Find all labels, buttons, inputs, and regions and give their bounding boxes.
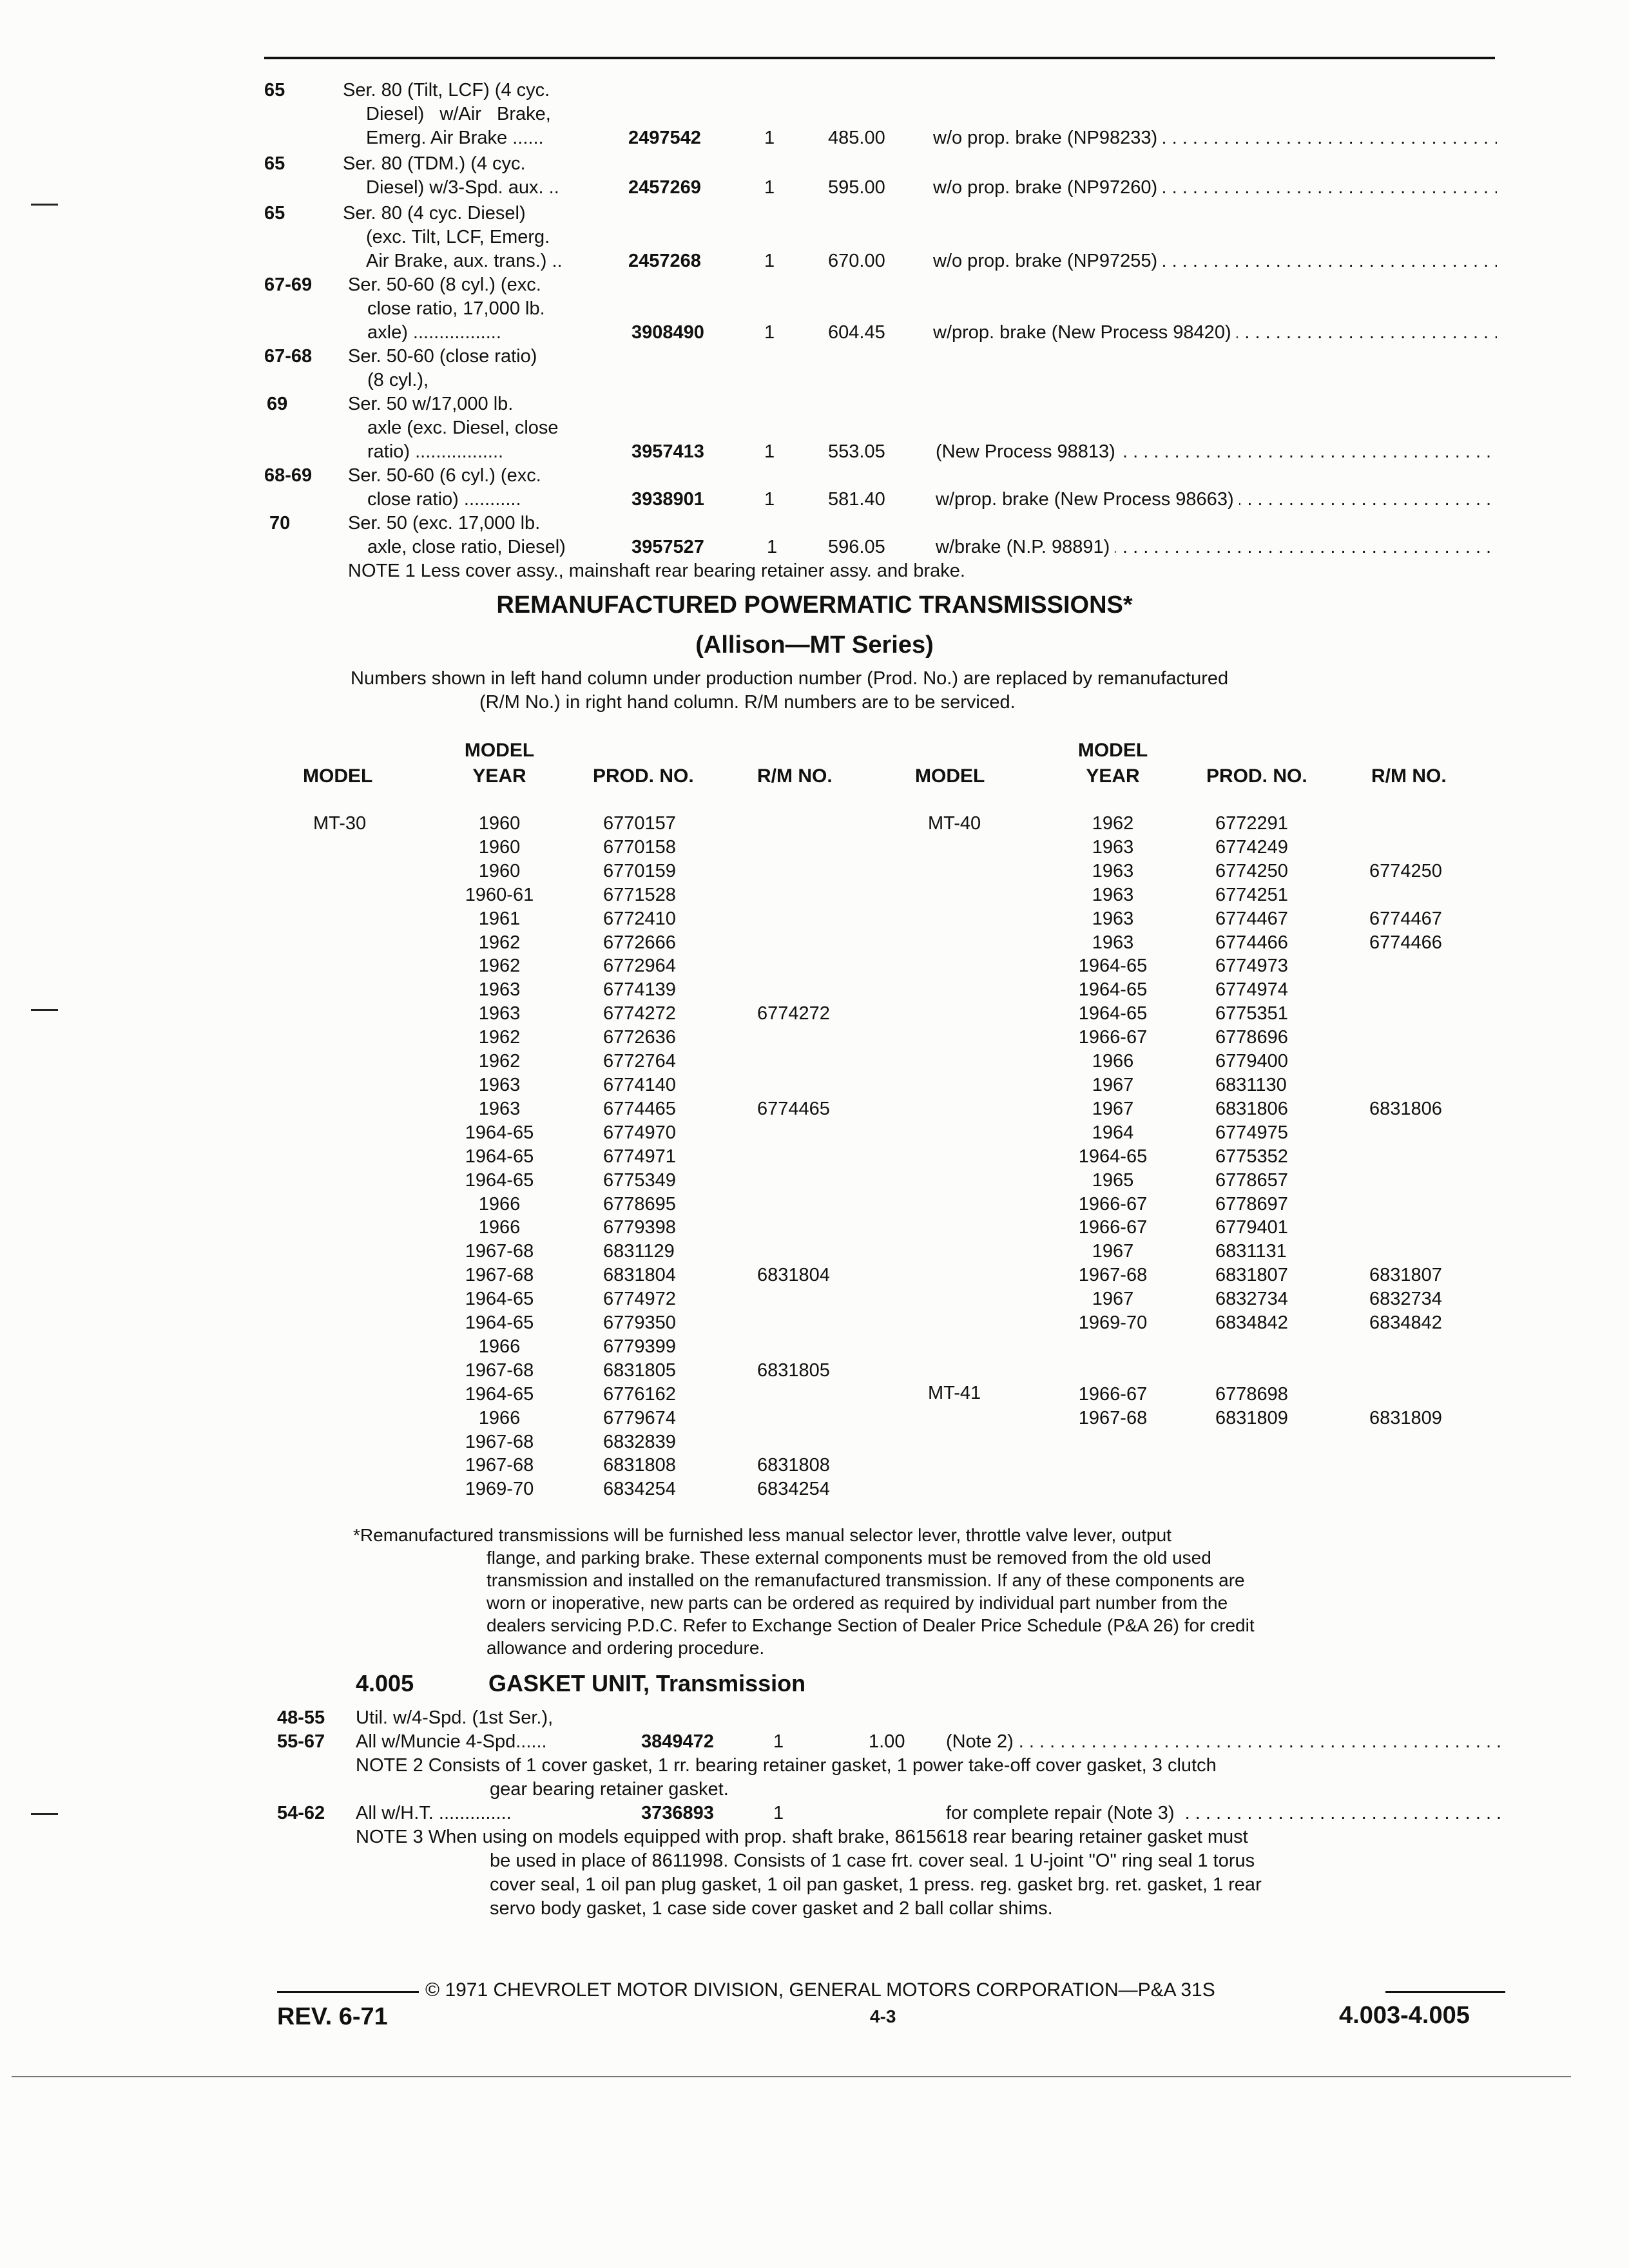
entry-line: (exc. Tilt, LCF, Emerg. — [366, 227, 550, 247]
table-cell: 6779401 — [1215, 1217, 1288, 1238]
table-cell: 6775351 — [1215, 1003, 1288, 1024]
header-rm-no: R/M NO. — [1371, 765, 1447, 787]
rm-column — [757, 812, 830, 1501]
price: 604.45 — [828, 322, 885, 343]
year-code: 55-67 — [277, 1731, 325, 1752]
table-cell: 6779399 — [603, 1336, 676, 1357]
entry-line: Emerg. Air Brake ...... — [366, 128, 544, 148]
part-number: 3957527 — [631, 537, 704, 557]
table-cell: 1960 — [478, 813, 521, 834]
table-cell: 6774250 — [1369, 860, 1442, 881]
table-cell: 6774272 — [603, 1003, 676, 1024]
table-cell: 1964 — [1092, 1122, 1134, 1143]
table-cell: 6774465 — [757, 1098, 830, 1119]
table-cell — [1369, 1193, 1442, 1216]
table-cell: 6774973 — [1215, 956, 1288, 977]
entry-line: close ratio, 17,000 lb. — [367, 298, 545, 319]
table-cell: 1967-68 — [1078, 1407, 1148, 1428]
table-cell: 6831809 — [1215, 1407, 1288, 1428]
table-cell — [1369, 1216, 1442, 1240]
table-cell: 1964-65 — [1078, 1146, 1148, 1167]
part-number: 3736893 — [641, 1803, 714, 1823]
table-cell — [1369, 978, 1442, 1002]
table-cell: 1962 — [478, 1051, 521, 1072]
entry-line: Ser. 50-60 (8 cyl.) (exc. — [348, 274, 541, 295]
table-cell — [1215, 1359, 1288, 1383]
table-cell: 6832734 — [1369, 1289, 1442, 1310]
table-cell — [757, 836, 830, 860]
table-cell: 6831808 — [757, 1455, 830, 1476]
table-model: MT-41 — [928, 1383, 981, 1403]
table-cell: 6831805 — [757, 1360, 830, 1381]
table-cell: 6831131 — [1215, 1241, 1287, 1262]
table-cell — [757, 860, 830, 883]
year-code: 65 — [264, 80, 285, 101]
table-cell: 1962 — [478, 956, 521, 977]
quantity: 1 — [764, 251, 775, 271]
table-cell: 1967-68 — [465, 1431, 534, 1452]
entry-line: (8 cyl.), — [367, 370, 429, 390]
table-cell: 1967-68 — [465, 1360, 534, 1381]
table-cell: 6774250 — [1215, 860, 1288, 881]
table-cell: 6778697 — [1215, 1193, 1288, 1215]
year-code: 68-69 — [264, 465, 313, 486]
table-cell: 1962 — [1092, 813, 1134, 834]
table-cell — [757, 1430, 830, 1454]
price: 596.05 — [828, 537, 885, 557]
table-cell: 1964-65 — [465, 1122, 534, 1143]
table-cell: 1966 — [478, 1336, 521, 1357]
table-cell: 6779398 — [603, 1217, 676, 1238]
table-cell: 6831130 — [1215, 1074, 1287, 1095]
quantity: 1 — [764, 322, 775, 343]
table-cell: 6779674 — [603, 1407, 676, 1428]
description: for complete repair (Note 3) . . . — [946, 1802, 1505, 1825]
table-cell: 1966 — [478, 1193, 521, 1215]
footer-rule-left — [277, 1991, 419, 1993]
table-cell — [757, 1193, 830, 1216]
footnote-line: worn or inoperative, new parts can be ordered as required by individual part number from the — [487, 1593, 1228, 1613]
table-cell: 6774466 — [1369, 932, 1442, 953]
table-cell — [757, 1311, 830, 1335]
table-cell — [757, 907, 830, 931]
entry-line: Ser. 50 w/17,000 lb. — [348, 394, 514, 414]
part-number: 2497542 — [628, 128, 701, 148]
intro-line: (R/M No.) in right hand column. R/M numbers are to be serviced. — [479, 692, 1016, 713]
year-code: 54-62 — [277, 1803, 325, 1823]
note-3-line: cover seal, 1 oil pan plug gasket, 1 oil pan gasket, 1 press. reg. gasket brg. ret. gasket, 1 rear — [490, 1874, 1262, 1895]
part-number: 2457268 — [628, 251, 701, 271]
footnote-first: *Remanufactured transmissions will be furnished less manual selector lever, throttle valve lever, output — [353, 1525, 1171, 1545]
entry-line: ratio) ................. — [367, 441, 504, 462]
table-cell: 1963 — [1092, 836, 1134, 858]
part-number: 3938901 — [631, 489, 704, 510]
top-rule — [264, 57, 1495, 59]
entry-line: Ser. 80 (4 cyc. Diesel) — [343, 203, 526, 224]
price: 670.00 — [828, 251, 885, 271]
table-cell: 6774974 — [1215, 979, 1288, 1001]
table-model: MT-30 — [313, 813, 367, 834]
table-cell — [1369, 1240, 1442, 1264]
table-cell — [1369, 1169, 1442, 1193]
table-cell: 6772291 — [1215, 813, 1288, 834]
entry-line: Ser. 50 (exc. 17,000 lb. — [348, 513, 541, 533]
table-cell: 6774272 — [757, 1003, 830, 1024]
table-cell: 6774251 — [1215, 884, 1288, 905]
year-code: 69 — [267, 394, 288, 414]
margin-tick — [31, 1009, 58, 1011]
bottom-rule — [12, 2076, 1571, 2077]
table-cell: 1963 — [478, 1098, 521, 1119]
table-cell — [1369, 1383, 1442, 1407]
section-title: REMANUFACTURED POWERMATIC TRANSMISSIONS* — [496, 591, 1133, 619]
description: w/prop. brake (New Process 98420) . . . — [933, 321, 1497, 344]
entry-line: Ser. 80 (TDM.) (4 cyc. — [343, 153, 526, 174]
table-cell — [757, 954, 830, 978]
intro-line: Numbers shown in left hand column under production number (Prod. No.) are replaced by remanufactured — [351, 668, 1229, 689]
table-cell: 6774249 — [1215, 836, 1288, 858]
table-cell: 1963 — [1092, 860, 1134, 881]
table-cell — [1369, 1359, 1442, 1383]
description: w/o prop. brake (NP98233) . . . — [933, 126, 1497, 149]
table-cell: 1963 — [1092, 932, 1134, 953]
entry-line: Diesel) w/3-Spd. aux. .. — [366, 177, 559, 198]
footnote-line: dealers servicing P.D.C. Refer to Exchange Section of Dealer Price Schedule (P&A 26) for credit — [487, 1615, 1255, 1635]
prod-column — [1215, 812, 1288, 1430]
table-cell: 6834842 — [1369, 1312, 1442, 1334]
table-cell: 1960 — [478, 836, 521, 858]
entry-line: Diesel) w/Air Brake, — [366, 104, 551, 124]
table-cell: 6774465 — [603, 1098, 676, 1119]
table-cell: 6778695 — [603, 1193, 676, 1215]
table-cell: 1966 — [478, 1407, 521, 1428]
table-cell: 6774467 — [1369, 908, 1442, 929]
gasket-title: GASKET UNIT, Transmission — [488, 1670, 806, 1696]
entry-line: axle) ................. — [367, 322, 501, 343]
table-cell — [1369, 1145, 1442, 1169]
footnote-line: flange, and parking brake. These external components must be removed from the old used — [487, 1548, 1211, 1568]
table-cell: 6772666 — [603, 932, 676, 953]
table-cell: 6778698 — [1215, 1383, 1288, 1405]
table-cell: 1969-70 — [1078, 1312, 1148, 1334]
table-cell: 1964-65 — [465, 1146, 534, 1167]
table-cell — [757, 931, 830, 955]
rm-column — [1369, 812, 1442, 1430]
table-cell — [757, 1383, 830, 1407]
entry-line: Util. w/4-Spd. (1st Ser.), — [356, 1707, 554, 1728]
table-cell: 6831809 — [1369, 1407, 1442, 1428]
table-cell: 6772964 — [603, 956, 676, 977]
table-cell: 6771528 — [603, 884, 676, 905]
table-cell: 1967-68 — [465, 1265, 534, 1286]
table-cell: 1964-65 — [465, 1383, 534, 1405]
table-cell: 1961 — [478, 908, 521, 929]
price: 553.05 — [828, 441, 885, 462]
description: w/brake (N.P. 98891) . . . — [936, 535, 1497, 559]
table-model: MT-40 — [928, 813, 981, 834]
table-cell — [1369, 836, 1442, 860]
table-cell: 1963 — [478, 1003, 521, 1024]
footnote-line: transmission and installed on the remanufactured transmission. If any of these components are — [487, 1570, 1245, 1590]
table-cell: 1962 — [478, 1027, 521, 1048]
table-cell — [1369, 954, 1442, 978]
price: 581.40 — [828, 489, 885, 510]
description: w/prop. brake (New Process 98663) . . . — [936, 488, 1497, 511]
table-cell — [757, 883, 830, 907]
table-cell — [757, 812, 830, 836]
price: 485.00 — [828, 128, 885, 148]
table-cell: 6772636 — [603, 1027, 676, 1048]
table-cell: 6774140 — [603, 1074, 676, 1095]
header-model: MODEL — [915, 765, 985, 787]
table-cell: 6775352 — [1215, 1146, 1288, 1167]
table-cell: 1960-61 — [465, 884, 534, 905]
table-cell: 6774971 — [603, 1146, 676, 1167]
table-cell: 1967 — [1092, 1241, 1134, 1262]
footnote-line: allowance and ordering procedure. — [487, 1638, 765, 1658]
description: w/o prop. brake (NP97260) . . . — [933, 176, 1497, 199]
table-cell — [1065, 1359, 1161, 1383]
table-cell — [757, 1026, 830, 1050]
table-cell: 6778696 — [1215, 1027, 1288, 1048]
table-cell: 1966 — [1092, 1051, 1134, 1072]
header-model-year: MODEL YEAR — [464, 740, 535, 787]
table-cell — [1369, 812, 1442, 836]
table-cell: 1967 — [1092, 1098, 1134, 1119]
table-cell: 1967-68 — [1078, 1265, 1148, 1286]
table-cell: 6770158 — [603, 836, 676, 858]
table-cell: 6831807 — [1215, 1265, 1288, 1286]
header-rm-no: R/M NO. — [757, 765, 833, 787]
table-cell — [757, 1335, 830, 1359]
quantity: 1 — [773, 1731, 784, 1752]
table-cell: 1969-70 — [465, 1479, 534, 1500]
table-cell: 6832734 — [1215, 1289, 1288, 1310]
table-cell — [757, 1407, 830, 1430]
table-cell — [757, 1216, 830, 1240]
year-code: 65 — [264, 203, 285, 224]
table-cell: 6779400 — [1215, 1051, 1288, 1072]
table-cell: 6772410 — [603, 908, 676, 929]
year-code: 67-69 — [264, 274, 313, 295]
year-code: 48-55 — [277, 1707, 325, 1728]
table-cell: 6775349 — [603, 1169, 676, 1191]
table-cell: 6831807 — [1369, 1265, 1442, 1286]
header-model-year: MODEL YEAR — [1077, 740, 1148, 787]
table-cell: 1963 — [478, 979, 521, 1001]
table-cell: 6776162 — [603, 1383, 676, 1405]
table-cell: 6834254 — [603, 1479, 676, 1500]
entry-line: Ser. 50-60 (close ratio) — [348, 346, 537, 367]
table-cell — [757, 1073, 830, 1097]
prod-column — [603, 812, 676, 1501]
description: (New Process 98813) . . . — [936, 440, 1497, 463]
year-code: 70 — [269, 513, 291, 533]
gasket-number: 4.005 — [356, 1670, 414, 1696]
table-cell: 6831804 — [757, 1265, 830, 1286]
part-number: 2457269 — [628, 177, 701, 198]
table-cell: 1964-65 — [1078, 1003, 1148, 1024]
year-code: 65 — [264, 153, 285, 174]
table-cell — [1215, 1335, 1288, 1359]
description: (Note 2) . . . — [946, 1730, 1505, 1753]
footer-rule-right — [1385, 1991, 1505, 1993]
note-1: NOTE 1 Less cover assy., mainshaft rear bearing retainer assy. and brake. — [348, 561, 965, 581]
table-cell: 6831808 — [603, 1455, 676, 1476]
table-cell — [1369, 1002, 1442, 1026]
table-cell: 6832839 — [603, 1431, 676, 1452]
footer-copyright: © 1971 CHEVROLET MOTOR DIVISION, GENERAL MOTORS CORPORATION—P&A 31S — [425, 1979, 1215, 2001]
table-cell — [1369, 1335, 1442, 1359]
table-cell: 6831804 — [603, 1265, 676, 1286]
table-cell — [757, 1050, 830, 1073]
table-cell: 1962 — [478, 932, 521, 953]
entry-line: All w/H.T. .............. — [356, 1803, 512, 1823]
table-cell: 6772764 — [603, 1051, 676, 1072]
part-number: 3849472 — [641, 1731, 714, 1752]
margin-tick — [31, 204, 58, 206]
part-number: 3957413 — [631, 441, 704, 462]
note-3: NOTE 3 When using on models equipped with prop. shaft brake, 8615618 rear bearing retainer gasket must — [356, 1827, 1248, 1847]
table-cell: 1964-65 — [465, 1169, 534, 1191]
part-number: 3908490 — [631, 322, 704, 343]
table-cell: 6831805 — [603, 1360, 676, 1381]
table-cell — [757, 1287, 830, 1311]
header-model: MODEL — [303, 765, 373, 787]
table-cell — [757, 1145, 830, 1169]
table-cell: 1966-67 — [1078, 1217, 1148, 1238]
price: 1.00 — [869, 1731, 905, 1752]
table-cell: 1964-65 — [1078, 979, 1148, 1001]
table-cell: 1967 — [1092, 1074, 1134, 1095]
table-cell — [757, 978, 830, 1002]
table-cell — [757, 1121, 830, 1145]
table-cell: 6831806 — [1369, 1098, 1442, 1119]
note-2: NOTE 2 Consists of 1 cover gasket, 1 rr. bearing retainer gasket, 1 power take-off cover gasket, 3 clutch — [356, 1755, 1217, 1776]
table-cell: 1963 — [1092, 908, 1134, 929]
quantity: 1 — [764, 489, 775, 510]
table-cell: 6774139 — [603, 979, 676, 1001]
table-cell: 6770157 — [603, 813, 676, 834]
table-cell: 1966 — [478, 1217, 521, 1238]
entry-line: axle (exc. Diesel, close — [367, 418, 559, 438]
table-cell: 1966-67 — [1078, 1193, 1148, 1215]
entry-line: Ser. 50-60 (6 cyl.) (exc. — [348, 465, 541, 486]
table-cell: 1966-67 — [1078, 1383, 1148, 1405]
entry-line: All w/Muncie 4-Spd...... — [356, 1731, 547, 1752]
table-cell — [1369, 1121, 1442, 1145]
table-cell: 1965 — [1092, 1169, 1134, 1191]
table-cell: 1964-65 — [465, 1312, 534, 1334]
note-2-line: gear bearing retainer gasket. — [490, 1779, 729, 1800]
margin-tick — [31, 1813, 58, 1815]
table-cell: 6834254 — [757, 1479, 830, 1500]
table-cell — [1065, 1335, 1161, 1359]
table-cell: 1967-68 — [465, 1241, 534, 1262]
table-cell — [757, 1169, 830, 1193]
year-code: 67-68 — [264, 346, 313, 367]
table-cell: 6831806 — [1215, 1098, 1288, 1119]
table-cell — [1369, 1026, 1442, 1050]
quantity: 1 — [764, 177, 775, 198]
table-cell: 6774972 — [603, 1289, 676, 1310]
table-cell: 1967 — [1092, 1289, 1134, 1310]
quantity: 1 — [767, 537, 778, 557]
section-subtitle: (Allison—MT Series) — [695, 631, 934, 658]
table-cell: 6778657 — [1215, 1169, 1288, 1191]
table-cell: 6831129 — [603, 1241, 675, 1262]
table-cell: 1963 — [1092, 884, 1134, 905]
table-cell — [1369, 1073, 1442, 1097]
price: 595.00 — [828, 177, 885, 198]
table-cell — [757, 1240, 830, 1264]
table-cell: 6774970 — [603, 1122, 676, 1143]
quantity: 1 — [773, 1803, 784, 1823]
table-cell: 6774975 — [1215, 1122, 1288, 1143]
description: w/o prop. brake (NP97255) . . . — [933, 249, 1497, 273]
table-cell — [1369, 1050, 1442, 1073]
header-prod-no: PROD. NO. — [593, 765, 694, 787]
entry-line: Air Brake, aux. trans.) .. — [366, 251, 563, 271]
table-cell: 6834842 — [1215, 1312, 1288, 1334]
table-cell: 1963 — [478, 1074, 521, 1095]
table-cell: 1966-67 — [1078, 1027, 1148, 1048]
table-cell: 1964-65 — [465, 1289, 534, 1310]
quantity: 1 — [764, 128, 775, 148]
table-cell — [1369, 883, 1442, 907]
table-cell: 1964-65 — [1078, 956, 1148, 977]
footer-revision: REV. 6-71 — [277, 2003, 388, 2030]
quantity: 1 — [764, 441, 775, 462]
entry-line: axle, close ratio, Diesel) — [367, 537, 566, 557]
table-cell: 1960 — [478, 860, 521, 881]
year-column — [1065, 812, 1161, 1430]
note-3-line: servo body gasket, 1 case side cover gasket and 2 ball collar shims. — [490, 1898, 1053, 1919]
footer-page-number: 4-3 — [870, 2006, 896, 2026]
header-prod-no: PROD. NO. — [1206, 765, 1307, 787]
table-cell: 1967-68 — [465, 1455, 534, 1476]
entry-line: close ratio) ........... — [367, 489, 521, 510]
year-column — [451, 812, 548, 1501]
table-cell: 6770159 — [603, 860, 676, 881]
entry-line: Ser. 80 (Tilt, LCF) (4 cyc. — [343, 80, 550, 101]
table-cell: 6779350 — [603, 1312, 676, 1334]
table-cell: 6774466 — [1215, 932, 1288, 953]
note-3-line: be used in place of 8611998. Consists of 1 case frt. cover seal. 1 U-joint "O" ring seal 1 torus — [490, 1850, 1255, 1871]
footer-section-number: 4.003-4.005 — [1339, 2002, 1470, 2029]
table-cell: 6774467 — [1215, 908, 1288, 929]
